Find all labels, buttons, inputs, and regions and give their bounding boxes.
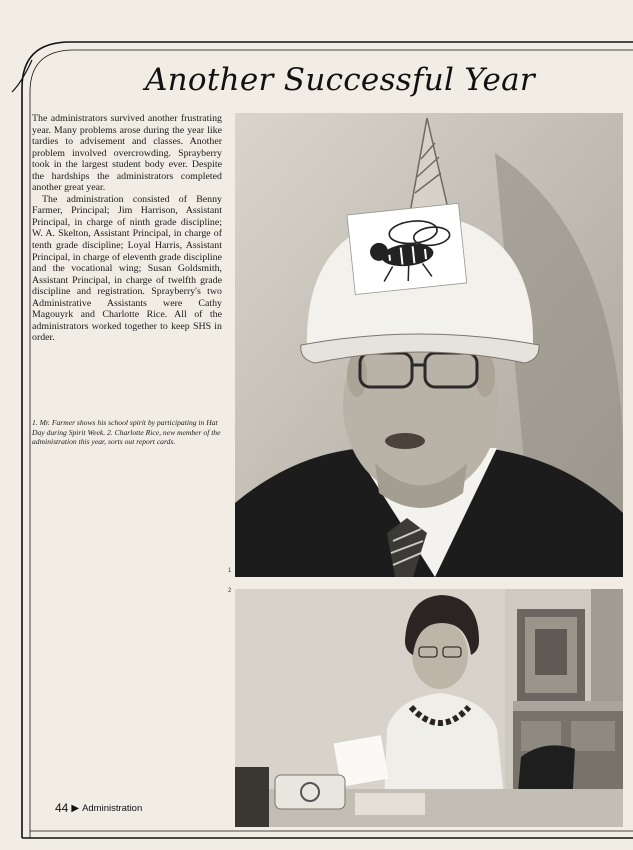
section-label: Administration: [82, 802, 143, 814]
page-folio: [55, 801, 142, 815]
page-title: Another Successful Year: [144, 62, 536, 98]
photo-caption: 1. Mr. Farmer shows his school spirit by participating in Hat Day during Spirit Week. 2. Charlotte Rice, new member of the administration this year, sorts out report cards.: [32, 418, 221, 447]
folio-arrow-icon: ▶: [71, 802, 80, 814]
photo-number-2: 2: [228, 588, 232, 594]
photo-charlotte-rice: [235, 589, 623, 827]
article-body: [32, 113, 222, 344]
article-paragraph-2: The administration consisted of Benny Farmer, Principal; Jim Harrison, Assistant Principal, in charge of ninth grade discipline; W. A. Skelton, Assistant Principal, in charge of tenth grade discipline; Loyal Harris, Assistant Principal, in charge of eleventh grade discipline and the vocational wing; Susan Goldsmith, Assistant Principal, in charge of twelfth grade discipline and registration. Sprayberry's two Administrative Assistants were Cathy Magouyrk and Charlotte Rice. All of the administrators worked together to keep SHS in order.: [32, 193, 222, 344]
photo-number-1: 1: [228, 568, 232, 574]
page-number: 44: [55, 801, 69, 815]
article-paragraph-1: The administrators survived another frustrating year. Many problems arose during the year like tardies to advisement and classes. Another problem involved overcrowding. Sprayberry took in the largest student body ever. Despite the hardships the administrators completed another great year.: [32, 113, 222, 194]
photo-principal-hat-day: [235, 113, 623, 577]
